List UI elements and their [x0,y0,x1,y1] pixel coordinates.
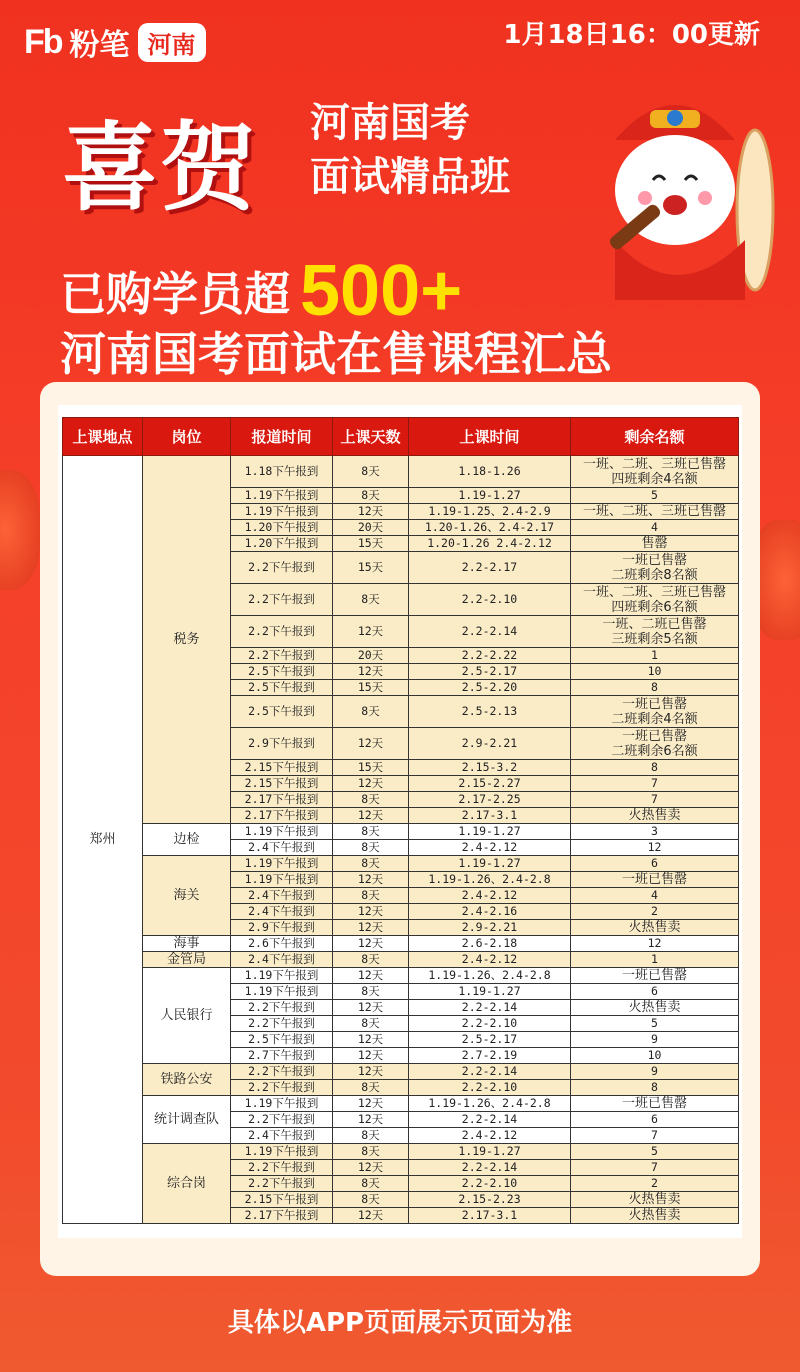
remaining-cell: 5 [571,1144,739,1160]
remaining-cell: 9 [571,1032,739,1048]
report-time-cell: 1.18下午报到 [231,456,333,488]
days-cell: 12天 [333,728,409,760]
remaining-line: 一班、二班已售罄 [602,616,707,632]
report-time-cell: 1.19下午报到 [231,856,333,872]
class-time-cell: 2.17-3.1 [409,808,571,824]
report-time-cell: 2.2下午报到 [231,1064,333,1080]
class-time-cell: 2.9-2.21 [409,920,571,936]
days-cell: 12天 [333,808,409,824]
remaining-cell: 12 [571,936,739,952]
report-time-cell: 2.5下午报到 [231,680,333,696]
post-cell: 税务 [143,456,231,824]
remaining-cell: 一班已售罄 [571,872,739,888]
report-time-cell: 2.2下午报到 [231,1016,333,1032]
days-cell: 15天 [333,680,409,696]
remaining-line: 二班剩余8名额 [611,567,698,583]
report-time-cell: 2.5下午报到 [231,1032,333,1048]
class-time-cell: 2.2-2.10 [409,1016,571,1032]
footer-note: 具体以APP页面展示页面为准 [227,1308,573,1338]
days-cell: 8天 [333,488,409,504]
lantern-decoration [0,470,40,590]
report-time-cell: 2.15下午报到 [231,776,333,792]
remaining-cell: 1 [571,952,739,968]
remaining-cell: 4 [571,520,739,536]
report-time-cell: 1.19下午报到 [231,984,333,1000]
days-cell: 12天 [333,616,409,648]
class-time-cell: 2.2-2.10 [409,1080,571,1096]
remaining-cell: 7 [571,776,739,792]
report-time-cell: 2.15下午报到 [231,1192,333,1208]
days-cell: 8天 [333,1128,409,1144]
post-cell: 统计调查队 [143,1096,231,1144]
days-cell: 12天 [333,872,409,888]
days-cell: 8天 [333,984,409,1000]
remaining-cell: 3 [571,824,739,840]
summary-title: 河南国考面试在售课程汇总 [60,327,612,381]
days-cell: 8天 [333,584,409,616]
report-time-cell: 2.9下午报到 [231,920,333,936]
table-row [63,824,739,840]
report-time-cell: 2.15下午报到 [231,760,333,776]
class-time-cell: 2.17-2.25 [409,792,571,808]
class-time-cell: 1.20-1.26 2.4-2.12 [409,536,571,552]
class-time-cell: 2.7-2.19 [409,1048,571,1064]
remaining-cell: 火热售卖 [571,1192,739,1208]
class-time-cell: 1.19-1.27 [409,824,571,840]
report-time-cell: 2.9下午报到 [231,728,333,760]
class-time-cell: 2.6-2.18 [409,936,571,952]
days-cell: 12天 [333,936,409,952]
class-time-cell: 1.19-1.25、2.4-2.9 [409,504,571,520]
remaining-cell: 12 [571,840,739,856]
report-time-cell: 2.7下午报到 [231,1048,333,1064]
days-cell: 12天 [333,1032,409,1048]
column-header: 报道时间 [231,418,333,456]
report-time-cell: 2.6下午报到 [231,936,333,952]
remaining-cell: 火热售卖 [571,1000,739,1016]
buyers-number: 500+ [300,251,463,331]
remaining-cell: 8 [571,680,739,696]
remaining-cell: 一班已售罄 [571,1096,739,1112]
class-time-cell: 1.19-1.27 [409,856,571,872]
report-time-cell: 2.2下午报到 [231,1080,333,1096]
class-time-cell: 2.2-2.10 [409,584,571,616]
post-cell: 海关 [143,856,231,936]
class-time-cell: 1.19-1.27 [409,1144,571,1160]
remaining-cell: 10 [571,664,739,680]
days-cell: 8天 [333,824,409,840]
days-cell: 8天 [333,792,409,808]
remaining-line: 二班剩余6名额 [611,743,698,759]
remaining-cell: 2 [571,904,739,920]
days-cell: 8天 [333,888,409,904]
brand-name: 粉笔 [69,28,130,63]
class-time-cell: 1.20-1.26、2.4-2.17 [409,520,571,536]
days-cell: 12天 [333,1064,409,1080]
days-cell: 12天 [333,1208,409,1224]
report-time-cell: 2.17下午报到 [231,792,333,808]
report-time-cell: 2.2下午报到 [231,584,333,616]
class-time-cell: 2.4-2.12 [409,1128,571,1144]
days-cell: 12天 [333,1096,409,1112]
remaining-cell: 6 [571,1112,739,1128]
report-time-cell: 2.2下午报到 [231,1000,333,1016]
table-row [63,968,739,984]
days-cell: 15天 [333,536,409,552]
remaining-line: 四班剩余4名额 [611,471,698,487]
column-header: 上课时间 [409,418,571,456]
days-cell: 20天 [333,648,409,664]
report-time-cell: 2.4下午报到 [231,840,333,856]
post-cell: 海事 [143,936,231,952]
remaining-line: 三班剩余5名额 [611,631,698,647]
report-time-cell: 2.2下午报到 [231,1112,333,1128]
days-cell: 8天 [333,1192,409,1208]
mascot-illustration [575,80,775,300]
report-time-cell: 2.4下午报到 [231,1128,333,1144]
report-time-cell: 1.20下午报到 [231,536,333,552]
class-time-cell: 2.9-2.21 [409,728,571,760]
class-time-cell: 2.4-2.12 [409,840,571,856]
post-cell: 铁路公安 [143,1064,231,1096]
class-time-cell: 1.19-1.26、2.4-2.8 [409,872,571,888]
column-header: 上课天数 [333,418,409,456]
post-cell: 金管局 [143,952,231,968]
class-time-cell: 2.2-2.14 [409,616,571,648]
remaining-cell: 7 [571,1160,739,1176]
logo-mark: Fb [24,22,62,61]
remaining-cell [571,456,739,488]
remaining-cell: 9 [571,1064,739,1080]
report-time-cell: 2.2下午报到 [231,1160,333,1176]
days-cell: 12天 [333,1160,409,1176]
class-time-cell: 2.4-2.12 [409,952,571,968]
class-time-cell: 2.2-2.17 [409,552,571,584]
remaining-cell: 5 [571,1016,739,1032]
class-time-cell: 1.19-1.27 [409,488,571,504]
remaining-cell: 6 [571,984,739,1000]
report-time-cell: 1.19下午报到 [231,824,333,840]
days-cell: 8天 [333,840,409,856]
class-time-cell: 2.5-2.13 [409,696,571,728]
course-table [62,417,739,1224]
days-cell: 12天 [333,664,409,680]
days-cell: 15天 [333,552,409,584]
class-time-cell: 2.2-2.14 [409,1064,571,1080]
days-cell: 12天 [333,920,409,936]
class-time-cell: 1.19-1.26、2.4-2.8 [409,968,571,984]
days-cell: 12天 [333,1112,409,1128]
remaining-cell: 一班已售罄 [571,968,739,984]
days-cell: 20天 [333,520,409,536]
days-cell: 8天 [333,1080,409,1096]
remaining-cell [571,728,739,760]
class-time-cell: 2.4-2.16 [409,904,571,920]
report-time-cell: 2.2下午报到 [231,648,333,664]
table-row [63,1096,739,1112]
table-row [63,1064,739,1080]
remaining-cell: 1 [571,648,739,664]
remaining-cell: 火热售卖 [571,1208,739,1224]
class-time-cell: 2.5-2.17 [409,664,571,680]
remaining-cell: 8 [571,760,739,776]
remaining-cell [571,616,739,648]
report-time-cell: 2.5下午报到 [231,696,333,728]
remaining-cell: 火热售卖 [571,920,739,936]
remaining-cell [571,552,739,584]
days-cell: 12天 [333,504,409,520]
table-row [63,456,739,488]
report-time-cell: 2.2下午报到 [231,1176,333,1192]
remaining-line: 一班已售罄 [621,552,687,568]
days-cell: 8天 [333,952,409,968]
remaining-cell: 6 [571,856,739,872]
location-cell: 郑州 [63,456,143,1224]
days-cell: 8天 [333,456,409,488]
remaining-cell: 8 [571,1080,739,1096]
report-time-cell: 1.19下午报到 [231,872,333,888]
report-time-cell: 2.2下午报到 [231,616,333,648]
post-cell: 边检 [143,824,231,856]
report-time-cell: 1.19下午报到 [231,968,333,984]
days-cell: 12天 [333,1048,409,1064]
report-time-cell: 2.4下午报到 [231,952,333,968]
remaining-cell: 4 [571,888,739,904]
remaining-cell: 7 [571,1128,739,1144]
report-time-cell: 1.19下午报到 [231,488,333,504]
class-time-cell: 2.2-2.22 [409,648,571,664]
days-cell: 12天 [333,904,409,920]
buyers-prefix: 已购学员超 [60,267,290,321]
column-header: 岗位 [143,418,231,456]
remaining-cell: 火热售卖 [571,808,739,824]
days-cell: 12天 [333,968,409,984]
report-time-cell: 2.17下午报到 [231,808,333,824]
class-time-cell: 2.2-2.14 [409,1160,571,1176]
class-time-cell: 2.15-2.27 [409,776,571,792]
report-time-cell: 2.17下午报到 [231,1208,333,1224]
report-time-cell: 1.19下午报到 [231,504,333,520]
report-time-cell: 2.4下午报到 [231,888,333,904]
headline-xihe: 喜贺 [62,112,258,224]
remaining-cell [571,584,739,616]
remaining-line: 一班、二班、三班已售罄 [582,456,726,472]
days-cell: 8天 [333,1144,409,1160]
sub-line-1: 河南国考 [310,100,470,146]
table-header-row [63,418,739,456]
headline-sub [310,96,510,204]
days-cell: 8天 [333,856,409,872]
report-time-cell: 2.2下午报到 [231,552,333,584]
report-time-cell: 2.5下午报到 [231,664,333,680]
remaining-cell: 5 [571,488,739,504]
remaining-cell [571,696,739,728]
post-cell: 人民银行 [143,968,231,1064]
remaining-cell: 7 [571,792,739,808]
class-time-cell: 2.15-2.23 [409,1192,571,1208]
class-time-cell: 2.2-2.14 [409,1000,571,1016]
remaining-cell: 10 [571,1048,739,1064]
class-time-cell: 2.2-2.10 [409,1176,571,1192]
days-cell: 15天 [333,760,409,776]
region-badge: 河南 [138,23,206,62]
fenbi-logo [24,20,206,64]
remaining-cell: 售罄 [571,536,739,552]
table-row [63,856,739,872]
class-time-cell: 1.19-1.27 [409,984,571,1000]
remaining-cell: 一班、二班、三班已售罄 [571,504,739,520]
class-time-cell: 2.5-2.17 [409,1032,571,1048]
table-row [63,952,739,968]
sub-line-2: 面试精品班 [310,154,510,200]
table-row [63,1144,739,1160]
class-time-cell: 2.2-2.14 [409,1112,571,1128]
class-time-cell: 2.4-2.12 [409,888,571,904]
class-time-cell: 1.18-1.26 [409,456,571,488]
report-time-cell: 1.19下午报到 [231,1096,333,1112]
remaining-line: 四班剩余6名额 [611,599,698,615]
remaining-line: 一班已售罄 [621,728,687,744]
days-cell: 8天 [333,696,409,728]
table-row [63,936,739,952]
days-cell: 12天 [333,776,409,792]
update-time: 1月18日16：00更新 [503,20,760,50]
report-time-cell: 1.19下午报到 [231,1144,333,1160]
report-time-cell: 2.4下午报到 [231,904,333,920]
class-time-cell: 2.5-2.20 [409,680,571,696]
remaining-line: 一班已售罄 [621,696,687,712]
report-time-cell: 1.20下午报到 [231,520,333,536]
days-cell: 8天 [333,1176,409,1192]
class-time-cell: 1.19-1.26、2.4-2.8 [409,1096,571,1112]
remaining-line: 二班剩余4名额 [611,711,698,727]
remaining-line: 一班、二班、三班已售罄 [582,584,726,600]
column-header: 上课地点 [63,418,143,456]
column-header: 剩余名额 [571,418,739,456]
class-time-cell: 2.15-3.2 [409,760,571,776]
days-cell: 12天 [333,1000,409,1016]
remaining-cell: 2 [571,1176,739,1192]
days-cell: 8天 [333,1016,409,1032]
post-cell: 综合岗 [143,1144,231,1224]
class-time-cell: 2.17-3.1 [409,1208,571,1224]
